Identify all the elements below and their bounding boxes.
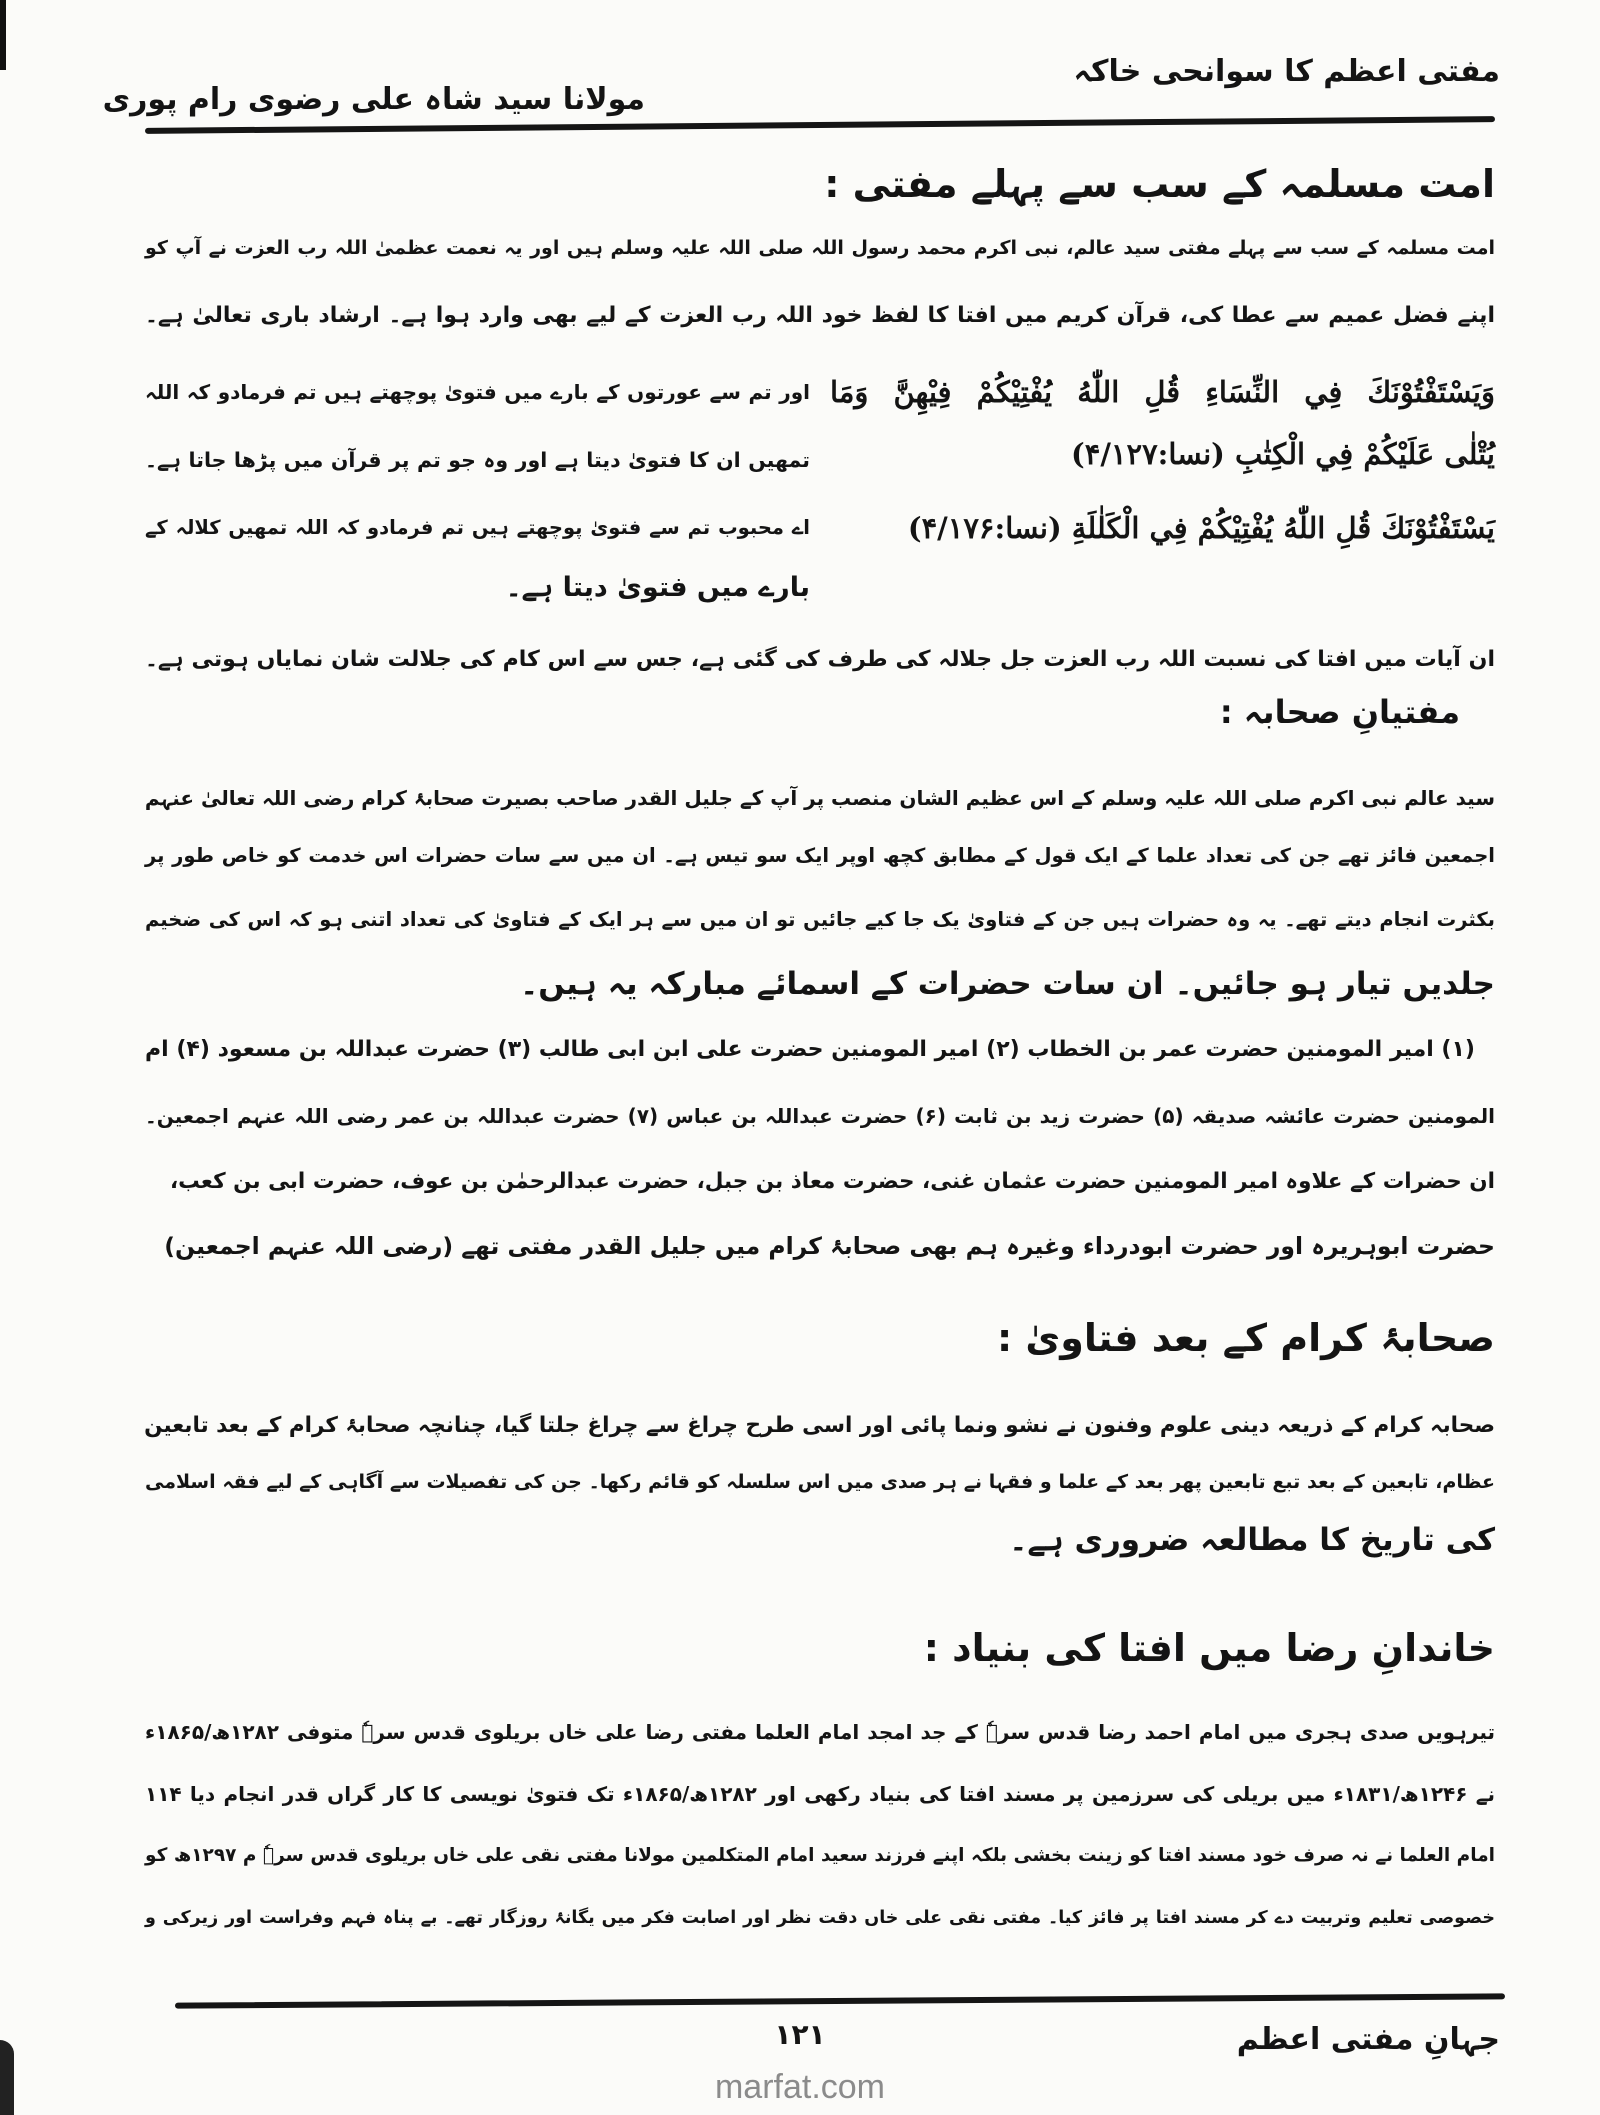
paragraph-line: اپنے فضل عمیم سے عطا کی، قرآن کریم میں افتا کا لفظ خود اللہ رب العزت کے لیے بھی وارد ہوا ہے۔ ارشاد باری تعالیٰ ہے۔	[145, 303, 1495, 328]
paragraph-line: عظام، تابعین کے بعد تبع تابعین پھر بعد کے علما و فقہا نے ہر صدی میں اس سلسلہ کو قائم رکھا۔ جن کی تفصیلات سے آگاہی کے لیے فقہ اسلامی	[145, 1471, 1495, 1493]
running-header-author: مولانا سید شاہ علی رضوی رام پوری	[102, 82, 645, 117]
footer-rule	[175, 1993, 1505, 2008]
section-heading: خاندانِ رضا میں افتا کی بنیاد :	[923, 1626, 1495, 1670]
quran-verse: وَيَسْتَفْتُوْنَكَ فِي النِّسَاءِ قُلِ اللّٰهُ يُفْتِيْكُمْ فِيْهِنَّ وَمَا	[830, 375, 1495, 409]
paragraph-line: تیرہویں صدی ہجری میں امام احمد رضا قدس سرہٗ کے جد امجد امام العلما مفتی رضا علی خاں بریلوی قدس سرہٗ متوفی ۱۲۸۲ھ/۱۸۶۵ء	[145, 1720, 1495, 1744]
paragraph-line: امت مسلمہ کے سب سے پہلے مفتی سید عالم، نبی اکرم محمد رسول اللہ صلی اللہ علیہ وسلم ہیں اور یہ نعمت عظمیٰ اللہ رب العزت نے آپ کو	[145, 237, 1495, 259]
watermark: marfat.com	[714, 2068, 886, 2106]
paragraph-line: سید عالم نبی اکرم صلی اللہ علیہ وسلم کے اس عظیم الشان منصب پر آپ کے جلیل القدر صاحب بصیرت صحابۂ کرام رضی اللہ تعالیٰ عنہم	[144, 786, 1495, 810]
paragraph-line: اجمعین فائز تھے جن کی تعداد علما کے ایک قول کے مطابق کچھ اوپر ایک سو تیس ہے۔ ان میں سے سات حضرات اس خدمت کو خاص طور پر	[145, 844, 1495, 867]
paragraph-line: جلدیں تیار ہو جائیں۔ ان سات حضرات کے اسمائے مبارکہ یہ ہیں۔	[520, 966, 1495, 1002]
paragraph-line: صحابہ کرام کے ذریعہ دینی علوم وفنون نے نشو ونما پائی اور اسی طرح چراغ سے چراغ جلتا گیا، چنانچہ صحابۂ کرام کے بعد تابعین	[144, 1413, 1495, 1438]
paragraph-line: حضرت ابوہریرہ اور حضرت ابودرداء وغیرہ ہم بھی صحابۂ کرام میں جلیل القدر مفتی تھے (رضی اللہ عنہم اجمعین)	[164, 1232, 1495, 1260]
verse-translation: تمھیں ان کا فتویٰ دیتا ہے اور وہ جو تم پر قرآن میں پڑھا جاتا ہے۔	[145, 448, 810, 472]
page-number: ۱۲۱	[774, 2018, 826, 2051]
section-heading: صحابۂ کرام کے بعد فتاویٰ :	[996, 1316, 1495, 1360]
paragraph-line: ان آیات میں افتا کی نسبت اللہ رب العزت جل جلالہ کی طرف کی گئی ہے، جس سے اس کام کی جلالت شان نمایاں ہوتی ہے۔	[145, 647, 1495, 672]
paragraph-line: کی تاریخ کا مطالعہ ضروری ہے۔	[1009, 1522, 1495, 1558]
paragraph-line: امام العلما نے نہ صرف خود مسند افتا کو زینت بخشی بلکہ اپنے فرزند سعید امام المتکلمین مولانا مفتی نقی علی خاں بریلوی قدس سرہٗ م ۱۲۹۷ھ کو	[145, 1845, 1495, 1866]
scan-shadow-top	[0, 0, 6, 70]
paragraph-line: نے ۱۲۴۶ھ/۱۸۳۱ء میں بریلی کی سرزمین پر مسند افتا کی بنیاد رکھی اور ۱۲۸۲ھ/۱۸۶۵ء تک فتویٰ نویسی کا کار گراں قدر انجام دیا ۱۱۴	[145, 1782, 1495, 1806]
verse-translation: بارے میں فتویٰ دیتا ہے۔	[505, 572, 810, 603]
quran-verse: يُتْلٰى عَلَيْكُمْ فِي الْكِتٰبِ (نسا:۴/۱۲۷)	[1071, 437, 1495, 471]
paragraph-line: بکثرت انجام دیتے تھے۔ یہ وہ حضرات ہیں جن کے فتاویٰ یک جا کیے جائیں تو ان میں سے ہر ایک کے فتاویٰ کی تعداد اتنی ہو کہ اس کی ضخیم	[145, 908, 1495, 931]
section-heading: امت مسلمہ کے سب سے پہلے مفتی :	[824, 162, 1495, 206]
running-header-title: مفتی اعظم کا سوانحی خاکہ	[1073, 54, 1500, 89]
companions-list-line: (۱) امیر المومنین حضرت عمر بن الخطاب (۲) امیر المومنین حضرت علی ابن ابی طالب (۳) حضرت عبداللہ بن مسعود (۴) ام	[145, 1037, 1475, 1062]
paragraph-line: خصوصی تعلیم وتربیت دے کر مسند افتا پر فائز کیا۔ مفتی نقی علی خاں دقت نظر اور اصابت فکر میں یگانۂ روزگار تھے۔ بے پناہ فہم وفراست اور زیرکی و	[145, 1908, 1495, 1928]
verse-translation: اور تم سے عورتوں کے بارے میں فتویٰ پوچھتے ہیں تم فرمادو کہ اللہ	[145, 380, 810, 404]
quran-verse: يَسْتَفْتُوْنَكَ قُلِ اللّٰهُ يُفْتِيْكُمْ فِي الْكَلٰلَةِ (نسا:۴/۱۷۶)	[907, 511, 1495, 545]
section-heading: مفتیانِ صحابہ :	[1219, 693, 1460, 731]
verse-translation: اے محبوب تم سے فتویٰ پوچھتے ہیں تم فرمادو کہ اللہ تمھیں کلالہ کے	[145, 516, 810, 539]
paragraph-line: ان حضرات کے علاوہ امیر المومنین حضرت عثمان غنی، حضرت معاذ بن جبل، حضرت عبدالرحمٰن بن عوف، حضرت ابی بن کعب،	[170, 1169, 1495, 1194]
footer-book-title: جہانِ مفتی اعظم	[1236, 2022, 1500, 2057]
companions-list-line: المومنین حضرت عائشہ صدیقہ (۵) حضرت زید بن ثابت (۶) حضرت عبداللہ بن عباس (۷) حضرت عبداللہ بن عمر رضی اللہ عنہم اجمعین۔	[145, 1104, 1495, 1128]
